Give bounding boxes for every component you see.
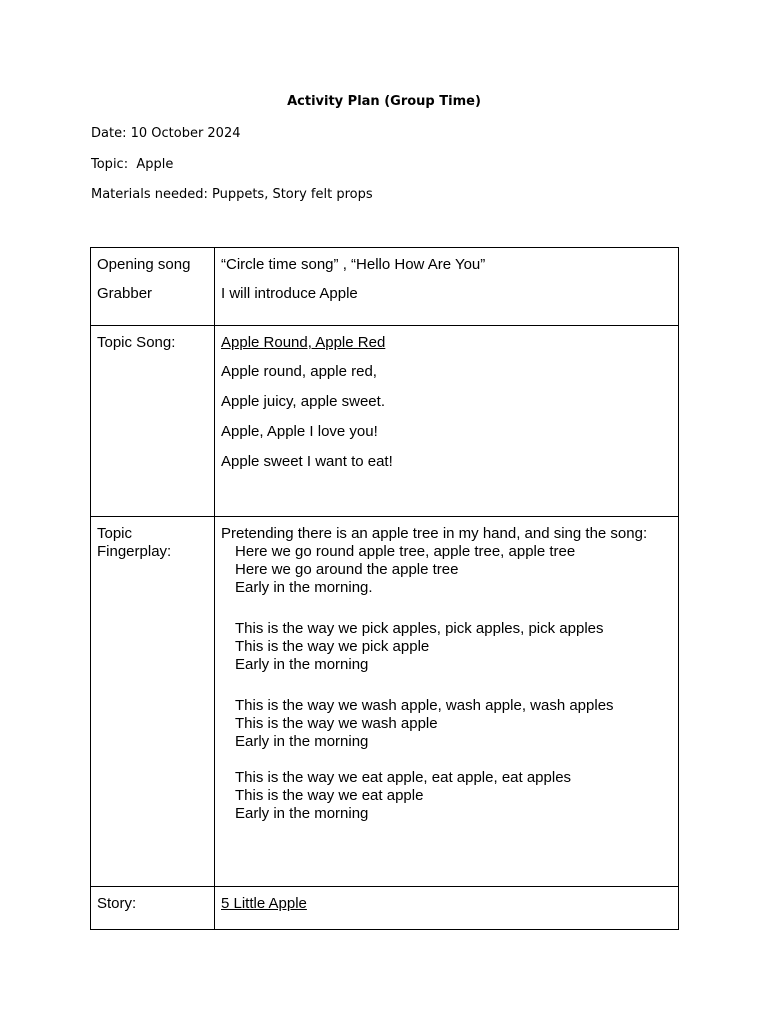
opening-song-label: Opening song — [97, 256, 191, 273]
fingerplay-content-cell — [215, 517, 679, 887]
song-line: Apple, Apple I love you! — [221, 423, 378, 440]
page-title: Activity Plan (Group Time) — [287, 94, 481, 109]
song-line: Apple round, apple red, — [221, 363, 377, 380]
verse-line: Here we go around the apple tree — [235, 561, 459, 578]
table-row-opening — [91, 248, 679, 326]
table-row-song — [91, 326, 679, 517]
song-line: Apple juicy, apple sweet. — [221, 393, 385, 410]
opening-label-cell — [91, 248, 215, 326]
fingerplay-label-cell — [91, 517, 215, 887]
fingerplay-label-topic: Topic — [97, 525, 133, 542]
table-row-fingerplay — [91, 517, 679, 887]
song-content-cell — [215, 326, 679, 517]
materials-line: Materials needed: Puppets, Story felt props — [91, 187, 373, 202]
verse-line: This is the way we wash apple, wash apple, wash apples — [235, 697, 614, 714]
verse-line: This is the way we eat apple, eat apple, eat apples — [235, 769, 572, 786]
opening-content-cell — [215, 248, 679, 326]
date-line: Date: 10 October 2024 — [91, 126, 241, 141]
song-title: Apple Round, Apple Red — [221, 334, 386, 351]
story-title: 5 Little Apple — [221, 895, 307, 912]
story-content-cell — [215, 887, 679, 930]
activity-table — [90, 247, 679, 930]
verse-line: Early in the morning — [235, 805, 369, 822]
opening-song-text: “Circle time song” , “Hello How Are You” — [221, 256, 486, 273]
verse-line: This is the way we pick apple — [235, 638, 430, 655]
verse-line: This is the way we wash apple — [235, 715, 438, 732]
song-label-cell — [91, 326, 215, 517]
verse-line: Early in the morning. — [235, 579, 373, 596]
verse-line: This is the way we eat apple — [235, 787, 424, 804]
verse-line: Early in the morning — [235, 733, 369, 750]
grabber-text: I will introduce Apple — [221, 285, 358, 302]
topic-song-label: Topic Song: — [97, 334, 176, 351]
verse-1 — [221, 543, 672, 823]
song-line: Apple sweet I want to eat! — [221, 453, 393, 470]
table-row-story — [91, 887, 679, 930]
grabber-label: Grabber — [97, 285, 153, 302]
story-label: Story: — [97, 895, 137, 912]
verse-line: Here we go round apple tree, apple tree, apple tree — [235, 543, 576, 560]
verse-line: Early in the morning — [235, 656, 369, 673]
topic-line: Topic: Apple — [91, 157, 174, 172]
story-label-cell — [91, 887, 215, 930]
verse-line: This is the way we pick apples, pick apples, pick apples — [235, 620, 604, 637]
fingerplay-intro: Pretending there is an apple tree in my hand, and sing the song: — [221, 525, 648, 542]
fingerplay-label: Fingerplay: — [97, 543, 172, 560]
